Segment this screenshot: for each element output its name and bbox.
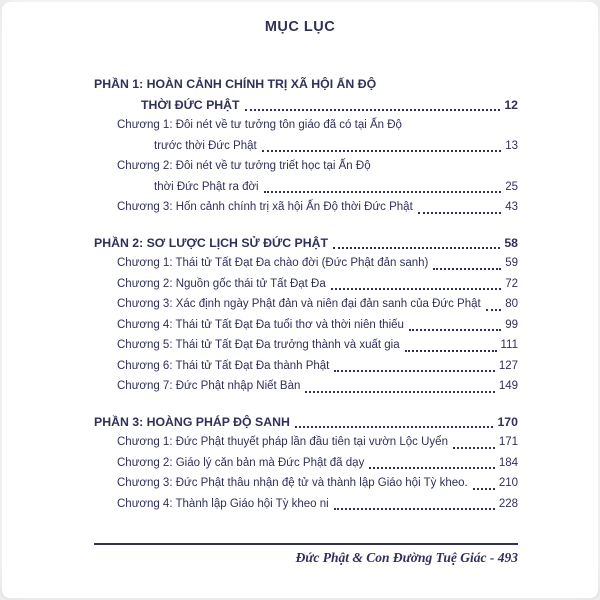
toc-chapter-entry [94,315,518,336]
toc-chapter-entry [94,356,518,377]
leader-dots [409,315,501,332]
footer-book-title: Đức Phật & Con Đường Tuệ Giác [295,550,487,565]
leader-dots [486,294,501,311]
toc-page-number: 58 [504,235,518,250]
leader-dots [418,197,501,214]
toc-section-heading-label: PHẦN 2: SƠ LƯỢC LỊCH SỬ ĐỨC PHẬT [94,235,328,250]
toc-section-heading [94,74,518,115]
toc-chapter-entry [94,253,518,274]
toc-chapter-entry-label: Chương 4: Thành lập Giáo hội Tỳ kheo ni [117,497,329,510]
toc-page [2,2,598,598]
toc-page-number: 13 [505,139,518,152]
toc-chapter-entry [94,197,518,218]
toc-line [94,233,518,254]
toc-chapter-entry-label: Chương 5: Thái tử Tất Đạt Đa trưởng thành và xuất gia [117,339,400,351]
toc-chapter-entry-label: Chương 6: Thái tử Tất Đạt Đa thành Phật [117,359,330,372]
toc-chapter-entry-label: Chương 4: Thái tử Tất Đạt Đa tuổi thơ và thời niên thiếu [117,318,404,331]
toc-chapter-entry [94,453,518,474]
page-footer [94,543,518,566]
toc-page-number: 171 [498,436,518,448]
toc-section-heading-label: PHẦN 1: HOÀN CẢNH CHÍNH TRỊ XÃ HỘI ẤN ĐỘ [94,77,377,91]
leader-dots [331,274,501,291]
toc-section [94,412,518,515]
leader-dots [245,95,501,112]
toc-chapter-entry-label: Chương 2: Đôi nét về tư tưởng triết học tại Ấn Độ [117,160,371,172]
toc-page-number: 184 [498,456,518,469]
toc-line [94,95,518,116]
toc-section-heading [94,233,518,254]
toc-line [117,115,518,136]
leader-dots [305,376,494,393]
table-of-contents [94,74,518,529]
leader-dots [264,177,502,194]
toc-section [94,233,518,397]
toc-page-number: 210 [498,477,518,489]
leader-dots [295,412,494,429]
toc-chapter-entry-label: thời Đức Phật ra đời [154,180,259,193]
toc-section [94,74,518,218]
toc-chapter-entry-label: Chương 7: Đức Phật nhập Niết Bàn [117,380,301,392]
toc-line [117,253,518,274]
toc-page-number: 149 [498,380,518,392]
toc-chapter-entry [94,494,518,515]
toc-chapter-entry [94,473,518,494]
toc-chapter-entry-label: Chương 2: Giáo lý căn bản mà Đức Phật đã dạy [117,456,365,469]
toc-chapter-entry-label: trước thời Đức Phật [154,139,257,152]
toc-line [117,315,518,336]
toc-page-number: 12 [504,97,518,112]
toc-line [117,432,518,453]
footer-page-number: 493 [497,550,518,565]
toc-line [117,494,518,515]
leader-dots [334,356,494,373]
toc-line [94,412,518,433]
toc-chapter-entry-label: Chương 2: Nguồn gốc thái tử Tất Đạt Đa [117,277,326,290]
toc-chapter-entry [94,156,518,197]
toc-chapter-entry [94,432,518,453]
leader-dots [369,453,494,470]
toc-page-number: 59 [505,257,518,269]
toc-line [117,473,518,494]
toc-page-number: 80 [505,298,518,310]
toc-line [117,136,518,157]
leader-dots [405,335,497,352]
toc-chapter-entry-label: Chương 1: Thái tử Tất Đạt Đa chào đời (Đức Phật đản sanh) [117,257,429,269]
toc-line [117,197,518,218]
toc-page-number: 72 [505,277,518,290]
toc-line [117,177,518,198]
toc-chapter-entry-label: Chương 3: Xác định ngày Phật đản và niên đại đản sanh của Đức Phật [117,298,481,310]
toc-line [117,294,518,315]
toc-chapter-entry-label: Chương 3: Hốn cảnh chính trị xã hội Ấn Độ thời Đức Phật [117,201,413,213]
leader-dots [453,432,495,449]
toc-line [94,74,518,95]
toc-section-heading [94,412,518,433]
toc-chapter-entry [94,115,518,156]
toc-page-number: 25 [505,180,518,193]
toc-line [117,156,518,177]
leader-dots [433,253,501,270]
toc-section-heading-label: PHẦN 3: HOÀNG PHÁP ĐỘ SANH [94,414,290,429]
toc-page-number: 43 [505,201,518,213]
leader-dots [333,233,500,250]
toc-page-number: 228 [498,497,518,510]
toc-section-heading-label: THỜI ĐỨC PHẬT [141,97,240,112]
toc-line [117,376,518,397]
toc-chapter-entry-label: Chương 3: Đức Phật thâu nhận đệ tử và thành lập Giáo hội Tỳ kheo. [117,477,468,489]
toc-page-number: 127 [498,359,518,372]
toc-page-number: 99 [505,318,518,331]
toc-chapter-entry [94,294,518,315]
page-title: MỤC LỤC [264,19,336,35]
toc-line [117,453,518,474]
toc-page-number: 111 [500,339,518,351]
leader-dots [262,136,502,153]
footer-separator: - [486,550,498,565]
toc-chapter-entry [94,376,518,397]
toc-chapter-entry [94,335,518,356]
leader-dots [473,473,495,490]
toc-line [117,274,518,295]
toc-line [117,356,518,377]
toc-chapter-entry [94,274,518,295]
toc-line [117,335,518,356]
leader-dots [334,494,495,511]
toc-chapter-entry-label: Chương 1: Đôi nét về tư tưởng tôn giáo đã có tại Ấn Độ [117,119,402,131]
toc-page-number: 170 [497,414,518,429]
toc-chapter-entry-label: Chương 1: Đức Phật thuyết pháp lần đầu tiên tại vườn Lộc Uyển [117,436,448,448]
